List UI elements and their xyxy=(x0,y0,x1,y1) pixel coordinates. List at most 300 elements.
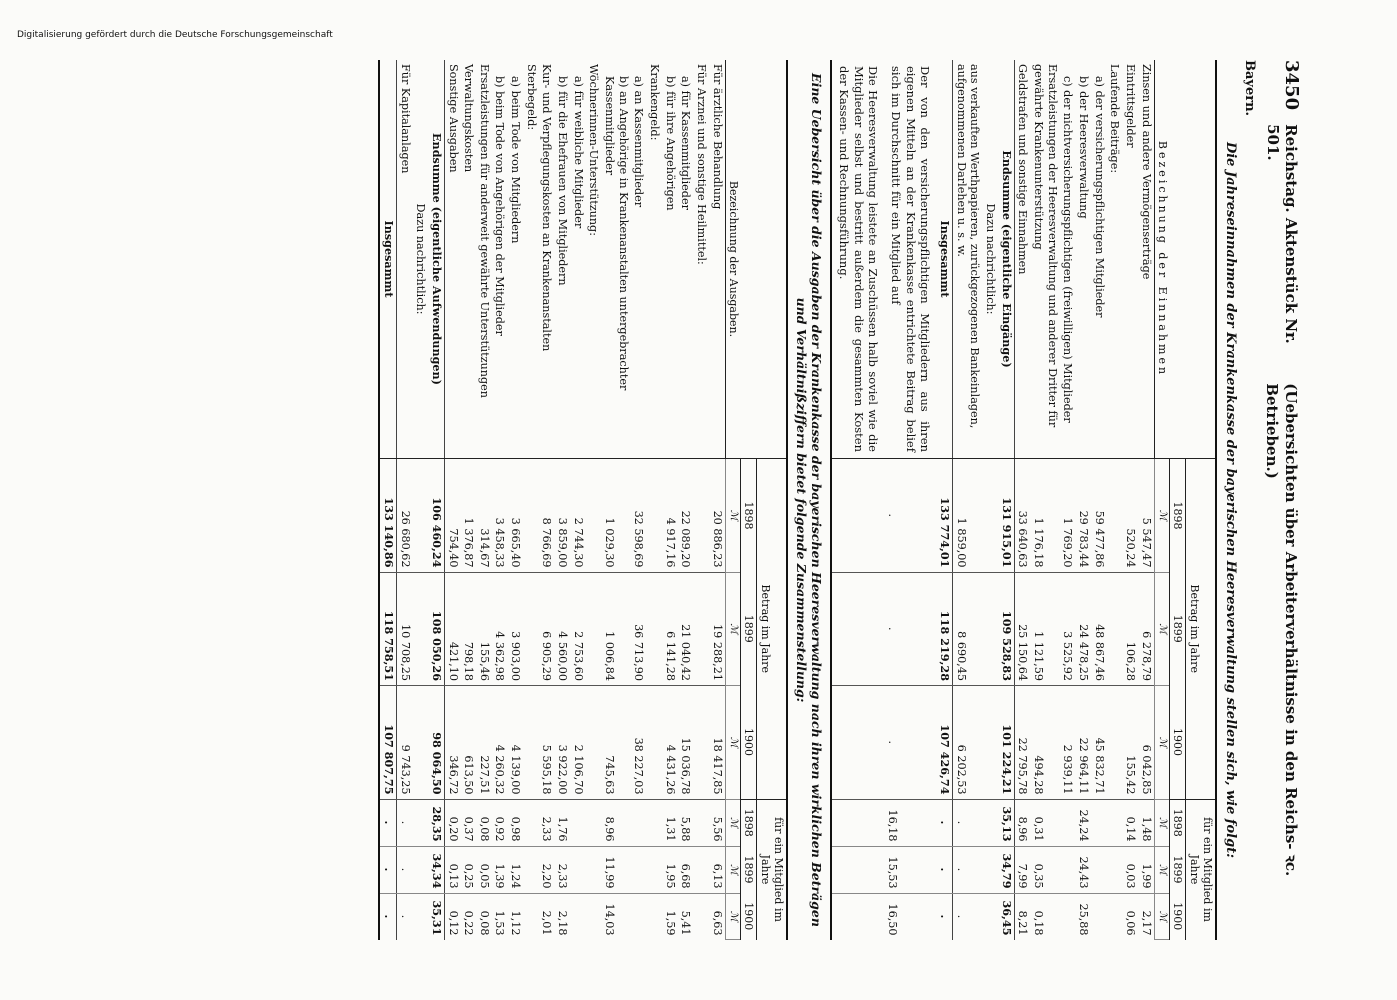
member-cell: 2,01 xyxy=(540,910,554,936)
member-cell: 0,14 xyxy=(1122,799,1138,846)
subtotal-member: 35,31 xyxy=(428,893,444,940)
member-cell xyxy=(693,893,709,940)
member-cell: 6,68 xyxy=(678,846,694,893)
member-cell: 1,12 xyxy=(509,910,523,936)
amount-cell: 421,10 xyxy=(444,572,460,686)
empty-cell xyxy=(831,459,884,573)
amount-cell: 29 783,44 xyxy=(1075,459,1091,573)
empty-cell xyxy=(982,846,998,893)
amount-cell: 4 362,98 xyxy=(492,572,508,686)
amount-cell xyxy=(523,686,539,800)
expense-table xyxy=(378,60,788,940)
member-cell xyxy=(1107,893,1123,940)
amount-cell xyxy=(586,459,602,573)
amount-unit: ℳ xyxy=(725,459,740,573)
member-unit: ℳ xyxy=(725,846,740,893)
amount-year-1898: 1898 xyxy=(1169,459,1185,573)
amount-unit: ℳ xyxy=(725,572,740,686)
note-row-2 xyxy=(831,60,884,940)
amount-cell: 106,28 xyxy=(1122,572,1138,686)
subtotal-amount: 98 064,50 xyxy=(428,686,444,800)
amount-cell: 5 595,18 xyxy=(539,686,555,800)
extra-head: Dazu nachrichtlich: xyxy=(982,60,998,459)
table-row xyxy=(523,60,539,940)
member-cell: 1,53 xyxy=(493,910,507,936)
row-label: a) an Kassenmitglieder xyxy=(631,60,647,459)
extra-amount: 9 743,25 xyxy=(396,686,412,800)
dot-cell: . xyxy=(884,686,936,800)
amount-cell: 8 766,69 xyxy=(539,459,555,573)
empty-cell xyxy=(413,846,429,893)
amount-cell: 6 141,28 xyxy=(662,572,678,686)
amount-cell: 25 150,64 xyxy=(1014,572,1030,686)
total-label: Insgesammt xyxy=(936,60,952,459)
dot-cell: . xyxy=(953,846,983,893)
row-label: c) der nichtversicherungspflichtigen (freiwilligen) Mitglieder xyxy=(1060,60,1076,459)
table-row xyxy=(539,60,555,940)
member-cell xyxy=(586,893,602,940)
member-cell: 0,92 xyxy=(492,799,508,846)
member-cell xyxy=(1091,846,1107,893)
member-cell: 1,48 xyxy=(1138,799,1154,846)
subtotal-member: 34,34 xyxy=(428,846,444,893)
member-cell xyxy=(1107,846,1123,893)
amount-cell: 2 939,11 xyxy=(1060,686,1076,800)
dot-cell: . xyxy=(884,459,936,573)
subtotal-row xyxy=(428,60,444,940)
member-year-1898: 1898 xyxy=(740,799,756,846)
row-label: b) beim Tode von Angehörigen der Mitglieder xyxy=(492,60,508,459)
member-cell xyxy=(523,799,539,846)
member-cell xyxy=(631,846,647,893)
empty-cell xyxy=(413,686,429,800)
row-label: b) für ihre Angehörigen xyxy=(662,60,678,459)
amount-year-1899: 1899 xyxy=(1169,572,1185,686)
extra-amount: 10 708,25 xyxy=(396,572,412,686)
member-cell: 24,43 xyxy=(1075,846,1091,893)
amount-cell: 227,51 xyxy=(476,686,492,800)
member-cell xyxy=(646,893,662,940)
amount-cell xyxy=(693,459,709,573)
member-cell: 8,96 xyxy=(1014,799,1030,846)
table-row xyxy=(646,60,662,940)
subtotal-amount: 131 915,01 xyxy=(998,459,1014,573)
amount-cell: 745,63 xyxy=(601,686,630,800)
member-unit: ℳ xyxy=(725,799,740,846)
member-cell: 0,98 xyxy=(508,799,524,846)
empty-cell xyxy=(982,799,998,846)
note-member: 15,53 xyxy=(884,846,936,893)
amount-cell xyxy=(646,459,662,573)
subtotal-amount: 101 224,21 xyxy=(998,686,1014,800)
page-content xyxy=(378,60,1302,940)
row-label: Zinsen und andere Vermögenserträge xyxy=(1138,60,1154,459)
extra-row xyxy=(396,60,412,940)
empty-cell xyxy=(831,846,884,893)
member-cell xyxy=(631,799,647,846)
member-cell: 5,88 xyxy=(678,799,694,846)
total-row xyxy=(936,60,952,940)
member-cell: 0,22 xyxy=(462,910,476,936)
amount-cell: 6 042,85 xyxy=(1138,686,1154,800)
page-number: 3450 xyxy=(1281,60,1302,111)
member-cell: 7,99 xyxy=(1014,846,1030,893)
amount-cell: 1 176,18 xyxy=(1030,459,1059,573)
amount-cell: 21 040,42 xyxy=(678,572,694,686)
extra-amount: 26 680,62 xyxy=(396,459,412,573)
amount-year-1900: 1900 xyxy=(740,686,756,800)
amount-cell: 155,46 xyxy=(476,572,492,686)
note-member: 16,18 xyxy=(884,799,936,846)
empty-cell xyxy=(413,799,429,846)
member-cell xyxy=(523,893,539,940)
amount-cell: 4 917,16 xyxy=(662,459,678,573)
member-cell xyxy=(646,846,662,893)
amount-unit: ℳ xyxy=(1154,459,1169,573)
row-label: Verwaltungskosten xyxy=(461,60,477,459)
dot-cell: . xyxy=(379,893,396,940)
amount-cell: 2 744,30 xyxy=(570,459,586,573)
total-amount: 118 758,51 xyxy=(379,572,396,686)
member-cell: 1,24 xyxy=(508,846,524,893)
amount-cell: 1 006,84 xyxy=(601,572,630,686)
row-label: Wöchnerinnen-Unterstützung: xyxy=(586,60,602,459)
amount-cell: 48 867,46 xyxy=(1091,572,1107,686)
amount-cell: 20 886,23 xyxy=(709,459,725,573)
row-label: b) für die Ehefrauen von Mitgliedern xyxy=(554,60,570,459)
table-row xyxy=(476,60,492,940)
member-cell: 24,24 xyxy=(1075,799,1091,846)
member-cell xyxy=(693,799,709,846)
member-cell: 6,13 xyxy=(709,846,725,893)
subtotal-member: 28,35 xyxy=(428,799,444,846)
member-cell xyxy=(1060,893,1076,940)
total-amount: 118 219,28 xyxy=(936,572,952,686)
amount-cell: 3 903,00 xyxy=(508,572,524,686)
amount-cell: 1 029,30 xyxy=(601,459,630,573)
table-row xyxy=(1122,60,1138,940)
member-cell: 2,33 xyxy=(539,799,555,846)
member-cell: 2,20 xyxy=(539,846,555,893)
member-cell: 2,33 xyxy=(554,846,570,893)
table-row xyxy=(1138,60,1154,940)
amount-cell: 18 417,85 xyxy=(709,686,725,800)
amount-cell: 24 478,25 xyxy=(1075,572,1091,686)
row-label: Für Arznei und sonstige Heilmittel: xyxy=(693,60,709,459)
row-label: a) beim Tode von Mitgliedern xyxy=(508,60,524,459)
amount-year-1899: 1899 xyxy=(740,572,756,686)
amount-cell xyxy=(586,686,602,800)
member-cell: 0,25 xyxy=(461,846,477,893)
member-cell: 25,88 xyxy=(1076,903,1090,936)
amount-cell xyxy=(1107,686,1123,800)
table-row xyxy=(586,60,602,940)
empty-cell xyxy=(413,893,429,940)
member-cell: 0,08 xyxy=(476,799,492,846)
amount-cell: 4 431,26 xyxy=(662,686,678,800)
row-label: Laufende Beiträge: xyxy=(1107,60,1123,459)
expense-intro: Eine Uebersicht über die Ausgaben der Krankenkasse der bayerischen Heeresverwaltung nach ihren wirklichen Beträgen und Verhältnißziffern bietet folgende Zusammenstellung: xyxy=(794,73,825,927)
row-label: a) der versicherungspflichtigen Mitglieder xyxy=(1091,60,1107,459)
member-cell: 0,03 xyxy=(1122,846,1138,893)
member-cell xyxy=(646,799,662,846)
dot-cell: . xyxy=(379,799,396,846)
expense-col-label: Bezeichnung der Ausgaben. xyxy=(725,60,787,459)
income-col-amount: Betrag im Jahre xyxy=(1186,459,1216,800)
amount-cell: 4 560,00 xyxy=(554,572,570,686)
member-cell: 8,96 xyxy=(601,799,630,846)
state-heading: Bayern. xyxy=(1242,60,1257,117)
dot-cell: . xyxy=(953,799,983,846)
amount-cell xyxy=(646,686,662,800)
member-cell: 11,99 xyxy=(601,846,630,893)
table-row xyxy=(461,60,477,940)
member-cell: 5,41 xyxy=(679,910,693,936)
amount-cell xyxy=(523,572,539,686)
row-label: Kur- und Verpflegungskosten an Krankenanstalten xyxy=(539,60,555,459)
total-label: Insgesammt xyxy=(379,60,396,459)
member-year-1900: 1900 xyxy=(740,893,756,940)
amount-cell: 59 477,86 xyxy=(1091,459,1107,573)
extra-label: Für Kapitalanlagen xyxy=(396,60,412,459)
dot-cell: . xyxy=(884,572,936,686)
amount-unit: ℳ xyxy=(1154,686,1169,800)
expense-col-amount: Betrag im Jahre xyxy=(757,459,787,800)
dot-cell: . xyxy=(936,799,952,846)
income-col-member: für ein Mitglied im Jahre xyxy=(1186,799,1216,940)
extra-label: aus verkauften Werthpapieren, zurückgezogenen Bankeinlagen, aufgenommenen Darlehen u. s. w. xyxy=(953,60,983,459)
amount-cell xyxy=(586,572,602,686)
empty-cell xyxy=(982,572,998,686)
table-row xyxy=(693,60,709,940)
amount-cell: 6 278,79 xyxy=(1138,572,1154,686)
member-cell xyxy=(631,893,647,940)
empty-cell xyxy=(413,459,429,573)
amount-cell: 155,42 xyxy=(1122,686,1138,800)
amount-cell: 3 525,92 xyxy=(1060,572,1076,686)
member-cell xyxy=(1107,799,1123,846)
member-cell: 14,03 xyxy=(603,903,617,936)
amount-cell: 754,40 xyxy=(444,459,460,573)
row-label: Geldstrafen und sonstige Einnahmen xyxy=(1014,60,1030,459)
member-cell xyxy=(586,846,602,893)
dfg-credit: Digitalisierung gefördert durch die Deutsche Forschungsgemeinschaft xyxy=(17,30,333,40)
dot-cell: . xyxy=(936,893,952,940)
amount-cell: 38 227,03 xyxy=(631,686,647,800)
member-cell: 0,20 xyxy=(444,799,460,846)
member-cell: 1,76 xyxy=(554,799,570,846)
row-label: Ersatzleistungen der Heeresverwaltung und anderer Dritter für gewährte Krankenunterstützung xyxy=(1030,60,1059,459)
member-cell: 1,95 xyxy=(662,846,678,893)
dot-cell: . xyxy=(379,846,396,893)
total-amount: 107 807,75 xyxy=(379,686,396,800)
member-unit: ℳ xyxy=(1154,799,1169,846)
table-row xyxy=(444,60,460,940)
amount-cell: 494,28 xyxy=(1030,686,1059,800)
total-row xyxy=(379,60,396,940)
empty-cell xyxy=(982,893,998,940)
dot-cell: . xyxy=(936,846,952,893)
member-cell: 1,99 xyxy=(1138,846,1154,893)
subtotal-member: 36,45 xyxy=(998,893,1014,940)
expense-col-member: für ein Mitglied im Jahre xyxy=(757,799,787,940)
amount-cell xyxy=(1107,459,1123,573)
member-unit: ℳ xyxy=(1154,846,1169,893)
income-intro: Die Jahreseinnahmen der Krankenkasse der bayerischen Heeresverwaltung stellen sich, wie folgt: xyxy=(1223,141,1238,859)
table-row xyxy=(1091,60,1107,940)
empty-cell xyxy=(831,799,884,846)
member-cell xyxy=(570,799,586,846)
amount-cell: 22 089,20 xyxy=(678,459,694,573)
table-row xyxy=(492,60,508,940)
member-year-1898: 1898 xyxy=(1169,799,1185,846)
member-cell: 1,59 xyxy=(663,910,677,936)
amount-cell xyxy=(646,572,662,686)
member-cell xyxy=(1091,893,1107,940)
member-cell: 0,35 xyxy=(1030,846,1059,893)
income-table xyxy=(830,60,1217,940)
amount-cell: 346,72 xyxy=(444,686,460,800)
amount-cell: 22 795,78 xyxy=(1014,686,1030,800)
member-cell xyxy=(1091,799,1107,846)
subtotal-member: 34,79 xyxy=(998,846,1014,893)
amount-cell: 45 832,71 xyxy=(1091,686,1107,800)
dot-cell: . xyxy=(398,914,412,919)
member-cell: 0,31 xyxy=(1030,799,1059,846)
table-row xyxy=(709,60,725,940)
table-row xyxy=(554,60,570,940)
extra-head-row xyxy=(982,60,998,940)
subtotal-label: Endsumme (eigentliche Aufwendungen) xyxy=(428,60,444,459)
amount-cell: 3 458,33 xyxy=(492,459,508,573)
table-row xyxy=(508,60,524,940)
amount-cell: 5 547,47 xyxy=(1138,459,1154,573)
row-label: Eintrittsgelder xyxy=(1122,60,1138,459)
amount-cell: 22 964,11 xyxy=(1075,686,1091,800)
extra-amount: 1 859,00 xyxy=(953,459,983,573)
amount-cell: 2 753,60 xyxy=(570,572,586,686)
income-col-label: Bezeichnung der Einnahmen xyxy=(1154,60,1216,459)
amount-cell: 3 665,40 xyxy=(508,459,524,573)
member-cell: 8,21 xyxy=(1016,910,1030,936)
row-label: Für ärztliche Behandlung xyxy=(709,60,725,459)
empty-cell xyxy=(831,893,884,940)
note-1: Der von den versicherungspflichtigen Mitgliedern aus ihren eigenen Mitteln an der Krankenkasse entrichtete Beitrag belief sich im Durchschnitt für ein Mitglied auf xyxy=(884,60,936,459)
note-row xyxy=(884,60,936,940)
member-cell: 5,56 xyxy=(709,799,725,846)
amount-cell: 1 121,59 xyxy=(1030,572,1059,686)
amount-cell: 4 260,32 xyxy=(492,686,508,800)
amount-cell xyxy=(1107,572,1123,686)
row-label: a) für Kassenmitglieder xyxy=(678,60,694,459)
subtotal-amount: 106 460,24 xyxy=(428,459,444,573)
header-title: (Uebersichten über Arbeiterverhältnisse in den Reichs- ꝛc. Betrieben.) xyxy=(1263,383,1300,877)
table-row xyxy=(631,60,647,940)
dot-cell: . xyxy=(954,914,968,919)
amount-cell xyxy=(693,686,709,800)
member-cell: 0,37 xyxy=(461,799,477,846)
empty-cell xyxy=(831,572,884,686)
subtotal-member: 35,13 xyxy=(998,799,1014,846)
member-cell: 0,06 xyxy=(1123,910,1137,936)
member-year-1900: 1900 xyxy=(1169,893,1185,940)
table-row xyxy=(1107,60,1123,940)
member-year-1899: 1899 xyxy=(740,846,756,893)
amount-cell: 613,50 xyxy=(461,686,477,800)
amount-year-1898: 1898 xyxy=(740,459,756,573)
empty-cell xyxy=(413,572,429,686)
table-row xyxy=(601,60,630,940)
table-row xyxy=(678,60,694,940)
amount-cell: 36 713,90 xyxy=(631,572,647,686)
row-label: Sterbegeld: xyxy=(523,60,539,459)
dot-cell: . xyxy=(396,799,412,846)
reichstag-ref: Reichstag. Aktenstück Nr. 501. xyxy=(1264,124,1300,344)
member-cell: 1,39 xyxy=(492,846,508,893)
table-row xyxy=(1075,60,1091,940)
member-cell: 2,17 xyxy=(1139,910,1153,936)
member-cell: 1,31 xyxy=(662,799,678,846)
extra-head: Dazu nachrichtlich: xyxy=(413,60,429,459)
member-unit: ℳ xyxy=(725,893,740,940)
amount-cell: 6 905,29 xyxy=(539,572,555,686)
amount-cell: 1 769,20 xyxy=(1060,459,1076,573)
member-cell: 0,08 xyxy=(477,910,491,936)
row-label: a) für weibliche Mitglieder xyxy=(570,60,586,459)
amount-cell: 1 376,87 xyxy=(461,459,477,573)
member-cell xyxy=(586,799,602,846)
member-cell xyxy=(570,893,586,940)
page-header xyxy=(1263,60,1302,940)
amount-cell: 314,67 xyxy=(476,459,492,573)
row-label: Krankengeld: xyxy=(646,60,662,459)
note-2: Die Heeresverwaltung leistete an Zuschüssen halb soviel wie die Mitglieder selbst und bestritt außerdem die gesammten Kosten der Kassen- und Rechnungsführung. xyxy=(831,60,884,459)
dot-cell: . xyxy=(396,846,412,893)
member-year-1899: 1899 xyxy=(1169,846,1185,893)
subtotal-amount: 108 050,26 xyxy=(428,572,444,686)
row-label: Sonstige Ausgaben xyxy=(444,60,460,459)
table-row xyxy=(1060,60,1076,940)
total-amount: 107 426,74 xyxy=(936,686,952,800)
row-label: b) der Heeresverwaltung xyxy=(1075,60,1091,459)
amount-cell: 3 922,00 xyxy=(554,686,570,800)
table-row xyxy=(662,60,678,940)
note-member: 16,50 xyxy=(885,903,899,936)
amount-cell: 19 288,21 xyxy=(709,572,725,686)
member-cell: 0,12 xyxy=(446,910,460,936)
table-row xyxy=(1014,60,1030,940)
amount-cell: 3 859,00 xyxy=(554,459,570,573)
extra-amount: 8 690,45 xyxy=(953,572,983,686)
member-cell: 0,18 xyxy=(1032,910,1045,936)
extra-row xyxy=(953,60,983,940)
member-cell xyxy=(1060,799,1076,846)
amount-cell: 15 036,78 xyxy=(678,686,694,800)
empty-cell xyxy=(831,686,884,800)
amount-unit: ℳ xyxy=(1154,572,1169,686)
member-cell xyxy=(570,846,586,893)
extra-amount: 6 202,53 xyxy=(953,686,983,800)
amount-unit: ℳ xyxy=(725,686,740,800)
amount-cell: 520,24 xyxy=(1122,459,1138,573)
amount-cell: 798,18 xyxy=(461,572,477,686)
amount-cell: 33 640,63 xyxy=(1014,459,1030,573)
amount-cell xyxy=(693,572,709,686)
row-label: b) an Angehörige in Krankenanstalten untergebrachter Kassenmitglieder xyxy=(601,60,630,459)
amount-cell xyxy=(523,459,539,573)
subtotal-label: Endsumme (eigentliche Eingänge) xyxy=(998,60,1014,459)
member-cell: 6,63 xyxy=(710,910,724,936)
